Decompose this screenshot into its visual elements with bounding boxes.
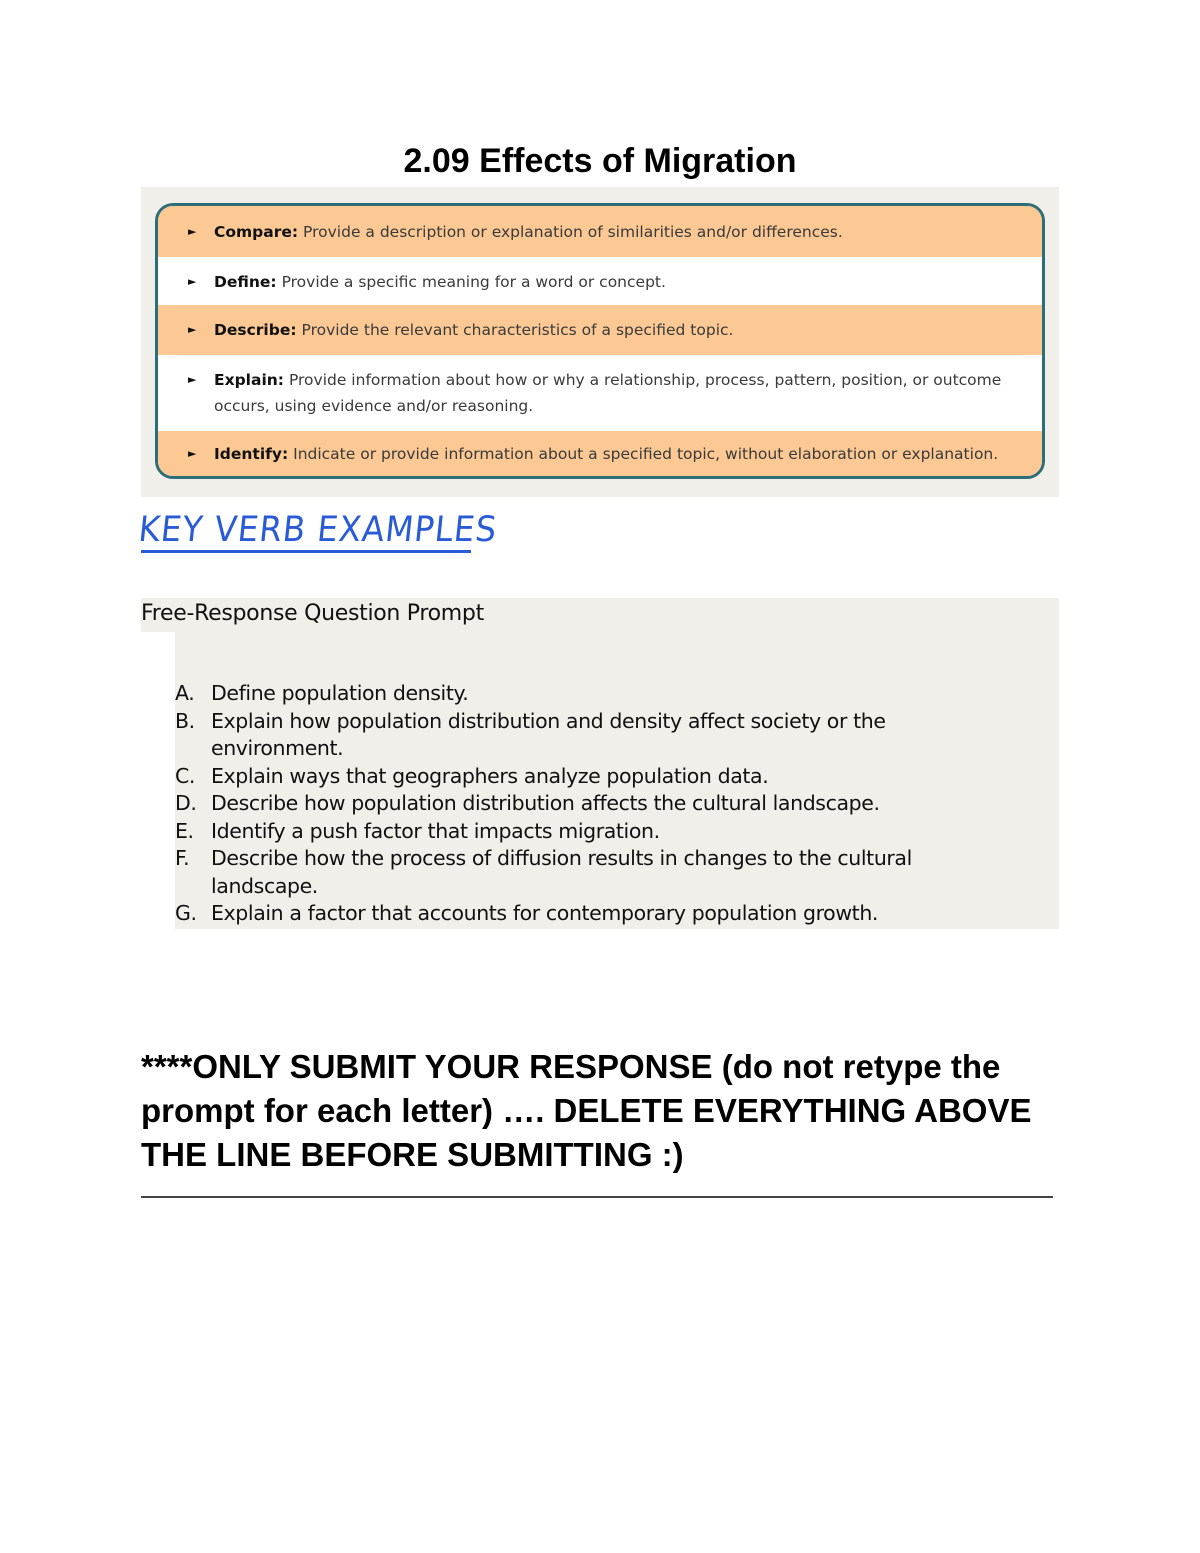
list-item: [175, 818, 975, 846]
verb-definition: Provide a description or explanation of similarities and/or differences.: [303, 223, 843, 241]
item-text: Define population density.: [211, 681, 469, 705]
item-text: Identify a push factor that impacts migration.: [211, 818, 660, 843]
verb-term: Define:: [214, 273, 277, 291]
item-letter: C.: [175, 763, 196, 788]
item-letter: E.: [175, 818, 194, 843]
item-letter: A.: [175, 681, 195, 705]
item-text: Describe how the process of diffusion results in changes to the cultural landscape.: [211, 846, 912, 898]
item-letter: G.: [175, 901, 197, 925]
key-verbs-image: [141, 187, 1059, 497]
item-letter: B.: [175, 708, 195, 733]
verb-term: Explain:: [214, 371, 284, 389]
list-item: [175, 845, 975, 900]
verb-definition: Provide the relevant characteristics of a specified topic.: [301, 321, 734, 339]
list-item: [175, 680, 975, 708]
item-letter: D.: [175, 791, 197, 815]
frq-question-list: [175, 680, 975, 928]
verb-entry: [214, 219, 1012, 245]
page-title: 2.09 Effects of Migration: [403, 142, 797, 180]
verb-definition: Provide information about how or why a relationship, process, pattern, position, or outcome occurs, using evidence and/or reasoning.: [214, 371, 1002, 415]
item-text: Describe how population distribution affects the cultural landscape.: [211, 791, 880, 815]
verb-row-compare: [158, 206, 1042, 257]
list-item: [175, 900, 975, 928]
verb-term: Compare:: [214, 223, 299, 241]
triangle-right-icon: ►: [188, 447, 197, 460]
frq-prompt-section: [141, 598, 1059, 929]
list-item: [175, 790, 975, 818]
key-verbs-card: [155, 203, 1045, 479]
list-item: [175, 763, 975, 791]
triangle-right-icon: ►: [188, 373, 197, 386]
key-verb-heading: KEY VERB EXAMPLES: [136, 510, 500, 550]
item-text: Explain how population distribution and density affect society or the environment.: [211, 708, 886, 760]
triangle-right-icon: ►: [188, 323, 197, 336]
heading-underline: [141, 550, 471, 553]
verb-entry: [214, 269, 1012, 295]
verb-definition: Indicate or provide information about a specified topic, without elaboration or explanation.: [293, 445, 999, 463]
verb-row-identify: [158, 431, 1042, 476]
verb-row-describe: [158, 305, 1042, 355]
frq-title: Free-Response Question Prompt: [141, 601, 484, 626]
submission-instructions: ****ONLY SUBMIT YOUR RESPONSE (do not retype the prompt for each letter) …. DELETE EVERYTHING ABOVE THE LINE BEFORE SUBMITTING :): [141, 1048, 1032, 1173]
item-text: Explain a factor that accounts for contemporary population growth.: [211, 901, 879, 925]
verb-row-explain: [158, 355, 1042, 431]
divider-line: [141, 1196, 1053, 1198]
verb-entry: [214, 441, 1012, 467]
verb-definition: Provide a specific meaning for a word or concept.: [281, 273, 666, 291]
verb-row-define: [158, 257, 1042, 305]
verb-entry: [214, 367, 1012, 419]
list-item: [175, 708, 975, 763]
verb-term: Identify:: [214, 445, 289, 463]
triangle-right-icon: ►: [188, 225, 197, 238]
triangle-right-icon: ►: [188, 275, 197, 288]
verb-entry: [214, 317, 1012, 343]
item-text: Explain ways that geographers analyze population data.: [211, 763, 769, 788]
verb-term: Describe:: [214, 321, 297, 339]
item-letter: F.: [175, 846, 190, 870]
